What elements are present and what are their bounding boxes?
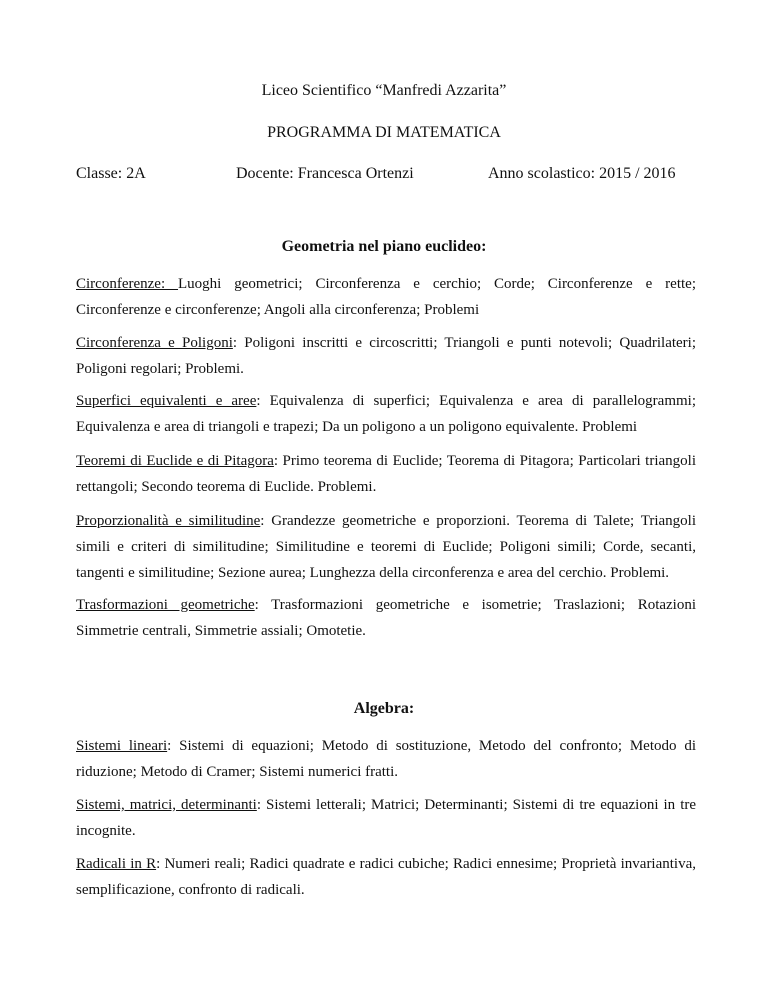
teacher-label: Docente: Francesca Ortenzi bbox=[236, 165, 414, 182]
topic-paragraph bbox=[76, 792, 696, 844]
topic-heading: Proporzionalità e similitudine bbox=[76, 513, 261, 529]
section-title-algebra: Algebra: bbox=[353, 700, 415, 717]
topic-paragraph bbox=[76, 330, 696, 382]
school-name: Liceo Scientifico “Manfredi Azzarita” bbox=[261, 82, 507, 99]
topic-paragraph bbox=[76, 592, 696, 644]
topic-text: : Primo teorema di Euclide; Teorema di Pitagora; Particolari triangoli rettangoli; Secondo teorema di Euclide. Problemi. bbox=[76, 453, 696, 495]
document-title: PROGRAMMA DI MATEMATICA bbox=[267, 124, 501, 141]
topic-paragraph bbox=[76, 448, 696, 500]
topic-heading: Trasformazioni geometriche bbox=[76, 597, 255, 613]
topic-text: : Equivalenza di superfici; Equivalenza e area di parallelogrammi; Equivalenza e area di triangoli e trapezi; Da un poligono a un poligono equivalente. Problemi bbox=[76, 393, 696, 435]
topic-heading: Superfici equivalenti e aree bbox=[76, 393, 257, 409]
topic-heading: Sistemi, matrici, determinanti bbox=[76, 797, 257, 813]
section-title-geometry: Geometria nel piano euclideo: bbox=[281, 238, 487, 255]
topic-text: : Sistemi di equazioni; Metodo di sostituzione, Metodo del confronto; Metodo di riduzione; Metodo di Cramer; Sistemi numerici fratti. bbox=[76, 738, 696, 780]
topic-text: Luoghi geometrici; Circonferenza e cerchio; Corde; Circonferenze e rette; Circonferenze e circonferenze; Angoli alla circonferenza; Problemi bbox=[76, 276, 696, 318]
topic-heading: Sistemi lineari bbox=[76, 738, 168, 754]
topic-text: : Sistemi letterali; Matrici; Determinanti; Sistemi di tre equazioni in tre incognite. bbox=[76, 797, 697, 839]
topic-paragraph bbox=[76, 508, 696, 586]
school-year-label: Anno scolastico: 2015 / 2016 bbox=[488, 165, 676, 182]
topic-paragraph bbox=[76, 271, 696, 323]
topic-text: : Numeri reali; Radici quadrate e radici cubiche; Radici ennesime; Proprietà invariantiva, semplificazione, confronto di radicali. bbox=[76, 856, 697, 898]
topic-heading: Teoremi di Euclide e di Pitagora bbox=[76, 453, 274, 469]
class-label: Classe: 2A bbox=[76, 165, 146, 182]
topic-paragraph bbox=[76, 388, 696, 440]
topic-paragraph bbox=[76, 851, 696, 903]
topic-heading: Radicali in R bbox=[76, 856, 157, 872]
topic-heading: Circonferenze: bbox=[76, 276, 179, 292]
topic-heading: Circonferenza e Poligoni bbox=[76, 335, 233, 351]
topic-text: : Trasformazioni geometriche e isometrie; Traslazioni; Rotazioni Simmetrie centrali, Simmetrie assiali; Omotetie. bbox=[76, 597, 697, 639]
topic-text: : Grandezze geometriche e proporzioni. Teorema di Talete; Triangoli simili e criteri di similitudine; Similitudine e teoremi di Euclide; Poligoni simili; Corde, secanti, tangenti e similitudine; Sezione aurea; Lunghezza della circonferenza e area del cerchio. Problemi. bbox=[76, 513, 696, 581]
topic-paragraph bbox=[76, 733, 696, 785]
topic-text: : Poligoni inscritti e circoscritti; Triangoli e punti notevoli; Quadrilateri; Poligoni regolari; Problemi. bbox=[76, 335, 697, 377]
